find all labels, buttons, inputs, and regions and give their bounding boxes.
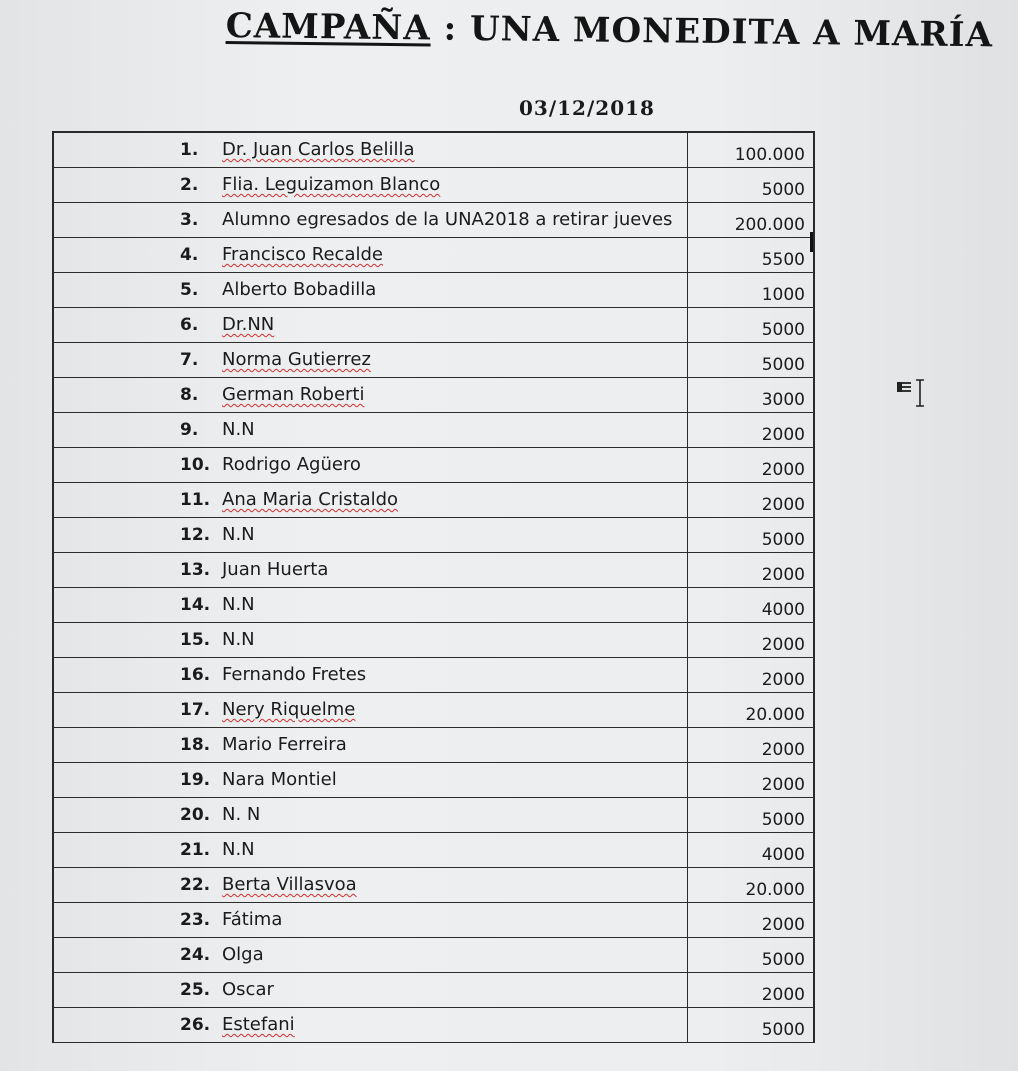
amount-cell[interactable]	[688, 203, 813, 237]
donor-name: Ana Maria Cristaldo	[222, 489, 399, 510]
donation-amount: 2000	[761, 635, 805, 655]
donor-name: Norma Gutierrez	[222, 349, 371, 370]
donation-amount: 2000	[761, 460, 805, 480]
row-number: 2.	[180, 175, 199, 195]
name-cell[interactable]	[54, 588, 688, 622]
donation-amount: 2000	[761, 915, 805, 935]
row-number: 3.	[180, 210, 199, 230]
table-row[interactable]	[54, 1008, 813, 1043]
donor-name: Dr.NN	[222, 314, 275, 335]
table-row[interactable]	[54, 658, 813, 693]
donation-amount: 5500	[761, 250, 805, 270]
row-number: 8.	[180, 385, 199, 405]
amount-cell[interactable]	[688, 133, 813, 167]
row-number: 26.	[180, 1015, 211, 1035]
table-row[interactable]	[54, 238, 813, 273]
donation-amount: 2000	[761, 565, 805, 585]
table-row[interactable]	[54, 448, 813, 483]
row-number: 4.	[180, 245, 199, 265]
donor-name: Nery Riquelme	[222, 699, 356, 720]
name-cell[interactable]	[54, 868, 688, 902]
amount-cell[interactable]	[688, 448, 813, 482]
donation-amount: 5000	[761, 950, 805, 970]
donor-name: N.N	[222, 524, 255, 545]
donation-amount: 5000	[761, 530, 805, 550]
donor-name: Berta Villasvoa	[222, 874, 357, 895]
name-cell[interactable]	[54, 343, 688, 377]
amount-cell[interactable]	[688, 693, 813, 727]
donation-amount: 2000	[761, 495, 805, 515]
amount-cell[interactable]	[688, 518, 813, 552]
donor-name: Mario Ferreira	[222, 734, 347, 755]
name-cell[interactable]	[54, 518, 688, 552]
row-number: 20.	[180, 805, 211, 825]
donation-amount: 200.000	[734, 215, 805, 235]
row-number: 18.	[180, 735, 211, 755]
donor-name: Nara Montiel	[222, 769, 337, 790]
document-title	[225, 6, 994, 56]
name-cell[interactable]	[54, 658, 688, 692]
table-row[interactable]	[54, 343, 813, 378]
row-number: 1.	[180, 140, 199, 160]
table-row[interactable]	[54, 308, 813, 343]
name-cell[interactable]	[54, 483, 688, 517]
donation-amount: 2000	[761, 985, 805, 1005]
donation-amount: 5000	[761, 320, 805, 340]
name-cell[interactable]	[54, 273, 688, 307]
name-cell[interactable]	[54, 448, 688, 482]
table-row[interactable]	[54, 168, 813, 203]
title-subtitle: : UNA MONEDITA A MARÍA	[443, 8, 994, 56]
amount-cell[interactable]	[688, 728, 813, 762]
title-campaign: CAMPAÑA	[225, 6, 432, 49]
row-number: 24.	[180, 945, 211, 965]
row-number: 11.	[180, 490, 211, 510]
amount-cell[interactable]	[688, 798, 813, 832]
table-row[interactable]	[54, 273, 813, 308]
name-cell[interactable]	[54, 308, 688, 342]
donor-name: N.N	[222, 594, 255, 615]
row-number: 17.	[180, 700, 211, 720]
amount-cell[interactable]	[688, 483, 813, 517]
table-row[interactable]	[54, 973, 813, 1008]
amount-cell[interactable]	[688, 308, 813, 342]
amount-cell[interactable]	[688, 623, 813, 657]
amount-cell[interactable]	[688, 168, 813, 202]
row-number: 9.	[180, 420, 199, 440]
amount-cell[interactable]	[688, 588, 813, 622]
donation-amount: 5000	[761, 1020, 805, 1040]
donation-amount: 2000	[761, 740, 805, 760]
donor-name: Oscar	[222, 979, 274, 1000]
row-number: 22.	[180, 875, 211, 895]
name-cell[interactable]	[54, 728, 688, 762]
name-cell[interactable]	[54, 413, 688, 447]
donor-name: Francisco Recalde	[222, 244, 383, 265]
amount-cell[interactable]	[688, 868, 813, 902]
row-number: 25.	[180, 980, 211, 1000]
table-row[interactable]	[54, 693, 813, 728]
text-caret	[810, 232, 813, 252]
donor-name: N.N	[222, 629, 255, 650]
amount-cell[interactable]	[688, 413, 813, 447]
table-row[interactable]	[54, 413, 813, 448]
donation-amount: 2000	[761, 425, 805, 445]
amount-cell[interactable]	[688, 938, 813, 972]
donation-amount: 2000	[761, 775, 805, 795]
name-cell[interactable]	[54, 973, 688, 1007]
name-cell[interactable]	[54, 553, 688, 587]
table-row[interactable]	[54, 623, 813, 658]
donation-amount: 1000	[761, 285, 805, 305]
donation-amount: 4000	[761, 845, 805, 865]
table-row[interactable]	[54, 203, 813, 238]
table-row[interactable]	[54, 588, 813, 623]
donation-amount: 5000	[761, 355, 805, 375]
amount-cell[interactable]	[688, 763, 813, 797]
row-number: 16.	[180, 665, 211, 685]
donation-amount: 100.000	[734, 145, 805, 165]
row-number: 13.	[180, 560, 211, 580]
row-number: 19.	[180, 770, 211, 790]
donations-table[interactable]	[52, 131, 815, 1043]
row-number: 6.	[180, 315, 199, 335]
row-number: 7.	[180, 350, 199, 370]
table-row[interactable]	[54, 518, 813, 553]
amount-cell[interactable]	[688, 973, 813, 1007]
table-row[interactable]	[54, 868, 813, 903]
name-cell[interactable]	[54, 623, 688, 657]
table-row[interactable]	[54, 483, 813, 518]
row-number: 12.	[180, 525, 211, 545]
donation-amount: 4000	[761, 600, 805, 620]
amount-cell[interactable]	[688, 1008, 813, 1042]
donation-amount: 5000	[761, 180, 805, 200]
donation-amount: 2000	[761, 670, 805, 690]
donor-name: N.N	[222, 839, 255, 860]
donor-name: Juan Huerta	[222, 559, 329, 580]
donation-amount: 20.000	[745, 705, 805, 725]
table-row[interactable]	[54, 903, 813, 938]
donor-name: Dr. Juan Carlos Belilla	[222, 139, 415, 160]
row-number: 10.	[180, 455, 211, 475]
donor-name: N. N	[222, 804, 261, 825]
donor-name: Alberto Bobadilla	[222, 279, 377, 300]
donor-name: Alumno egresados de la UNA2018 a retirar jueves	[222, 209, 673, 230]
donor-name: Olga	[222, 944, 264, 965]
table-row[interactable]	[54, 798, 813, 833]
amount-cell[interactable]	[688, 833, 813, 867]
name-cell[interactable]	[54, 903, 688, 937]
donor-name: N.N	[222, 419, 255, 440]
amount-cell[interactable]	[688, 903, 813, 937]
name-cell[interactable]	[54, 1008, 688, 1042]
donor-name: Flia. Leguizamon Blanco	[222, 174, 441, 195]
table-row[interactable]	[54, 728, 813, 763]
name-cell[interactable]	[54, 168, 688, 202]
name-cell[interactable]	[54, 938, 688, 972]
row-number: 5.	[180, 280, 199, 300]
row-number: 23.	[180, 910, 211, 930]
table-row[interactable]	[54, 763, 813, 798]
donor-name: Rodrigo Agüero	[222, 454, 361, 475]
name-cell[interactable]	[54, 763, 688, 797]
text-cursor-icon	[897, 378, 931, 408]
row-number: 14.	[180, 595, 211, 615]
amount-cell[interactable]	[688, 238, 813, 272]
amount-cell[interactable]	[688, 378, 813, 412]
name-cell[interactable]	[54, 203, 688, 237]
table-row[interactable]	[54, 133, 813, 168]
table-row[interactable]	[54, 938, 813, 973]
amount-cell[interactable]	[688, 658, 813, 692]
donor-name: Fernando Fretes	[222, 664, 367, 685]
table-row[interactable]	[54, 833, 813, 868]
amount-cell[interactable]	[688, 553, 813, 587]
name-cell[interactable]	[54, 798, 688, 832]
name-cell[interactable]	[54, 238, 688, 272]
donation-amount: 3000	[761, 390, 805, 410]
name-cell[interactable]	[54, 133, 688, 167]
document-date: 03/12/2018	[519, 96, 655, 120]
table-row[interactable]	[54, 553, 813, 588]
row-number: 15.	[180, 630, 211, 650]
donation-amount: 20.000	[745, 880, 805, 900]
name-cell[interactable]	[54, 378, 688, 412]
amount-cell[interactable]	[688, 343, 813, 377]
table-row[interactable]	[54, 378, 813, 413]
name-cell[interactable]	[54, 833, 688, 867]
donor-name: Fátima	[222, 909, 283, 930]
row-number: 21.	[180, 840, 211, 860]
donor-name: German Roberti	[222, 384, 365, 405]
name-cell[interactable]	[54, 693, 688, 727]
donation-amount: 5000	[761, 810, 805, 830]
amount-cell[interactable]	[688, 273, 813, 307]
donor-name: Estefani	[222, 1014, 295, 1035]
